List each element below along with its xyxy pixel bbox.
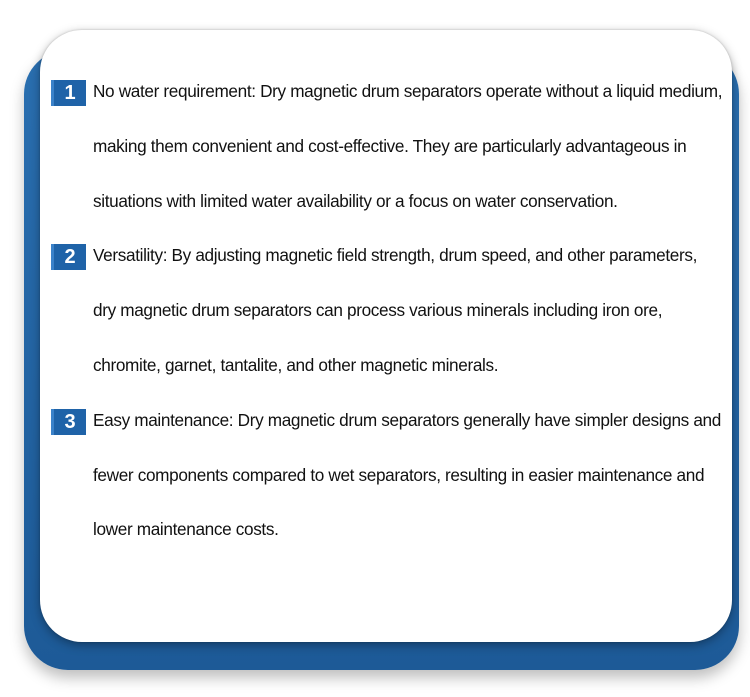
list-item: [54, 393, 724, 557]
item-text: Easy maintenance: Dry magnetic drum separators generally have simpler designs and fewer components compared to wet separators, resulting in easier maintenance and lower maintenance costs.: [93, 409, 721, 540]
list-item: [54, 228, 724, 392]
advantage-list: [54, 64, 724, 557]
item-number-badge: 1: [54, 80, 86, 106]
list-item: [54, 64, 724, 228]
item-number-badge: 2: [54, 244, 86, 270]
item-text: Versatility: By adjusting magnetic field strength, drum speed, and other parameters, dry magnetic drum separators can process various minerals including iron ore, chromite, garnet, tantalite, and other magnetic minerals.: [93, 245, 698, 375]
item-text: No water requirement: Dry magnetic drum separators operate without a liquid medium, making them convenient and cost-effective. They are particularly advantageous in situations with limited water availability or a focus on water conservation.: [93, 81, 723, 211]
item-number-badge: 3: [54, 409, 86, 435]
